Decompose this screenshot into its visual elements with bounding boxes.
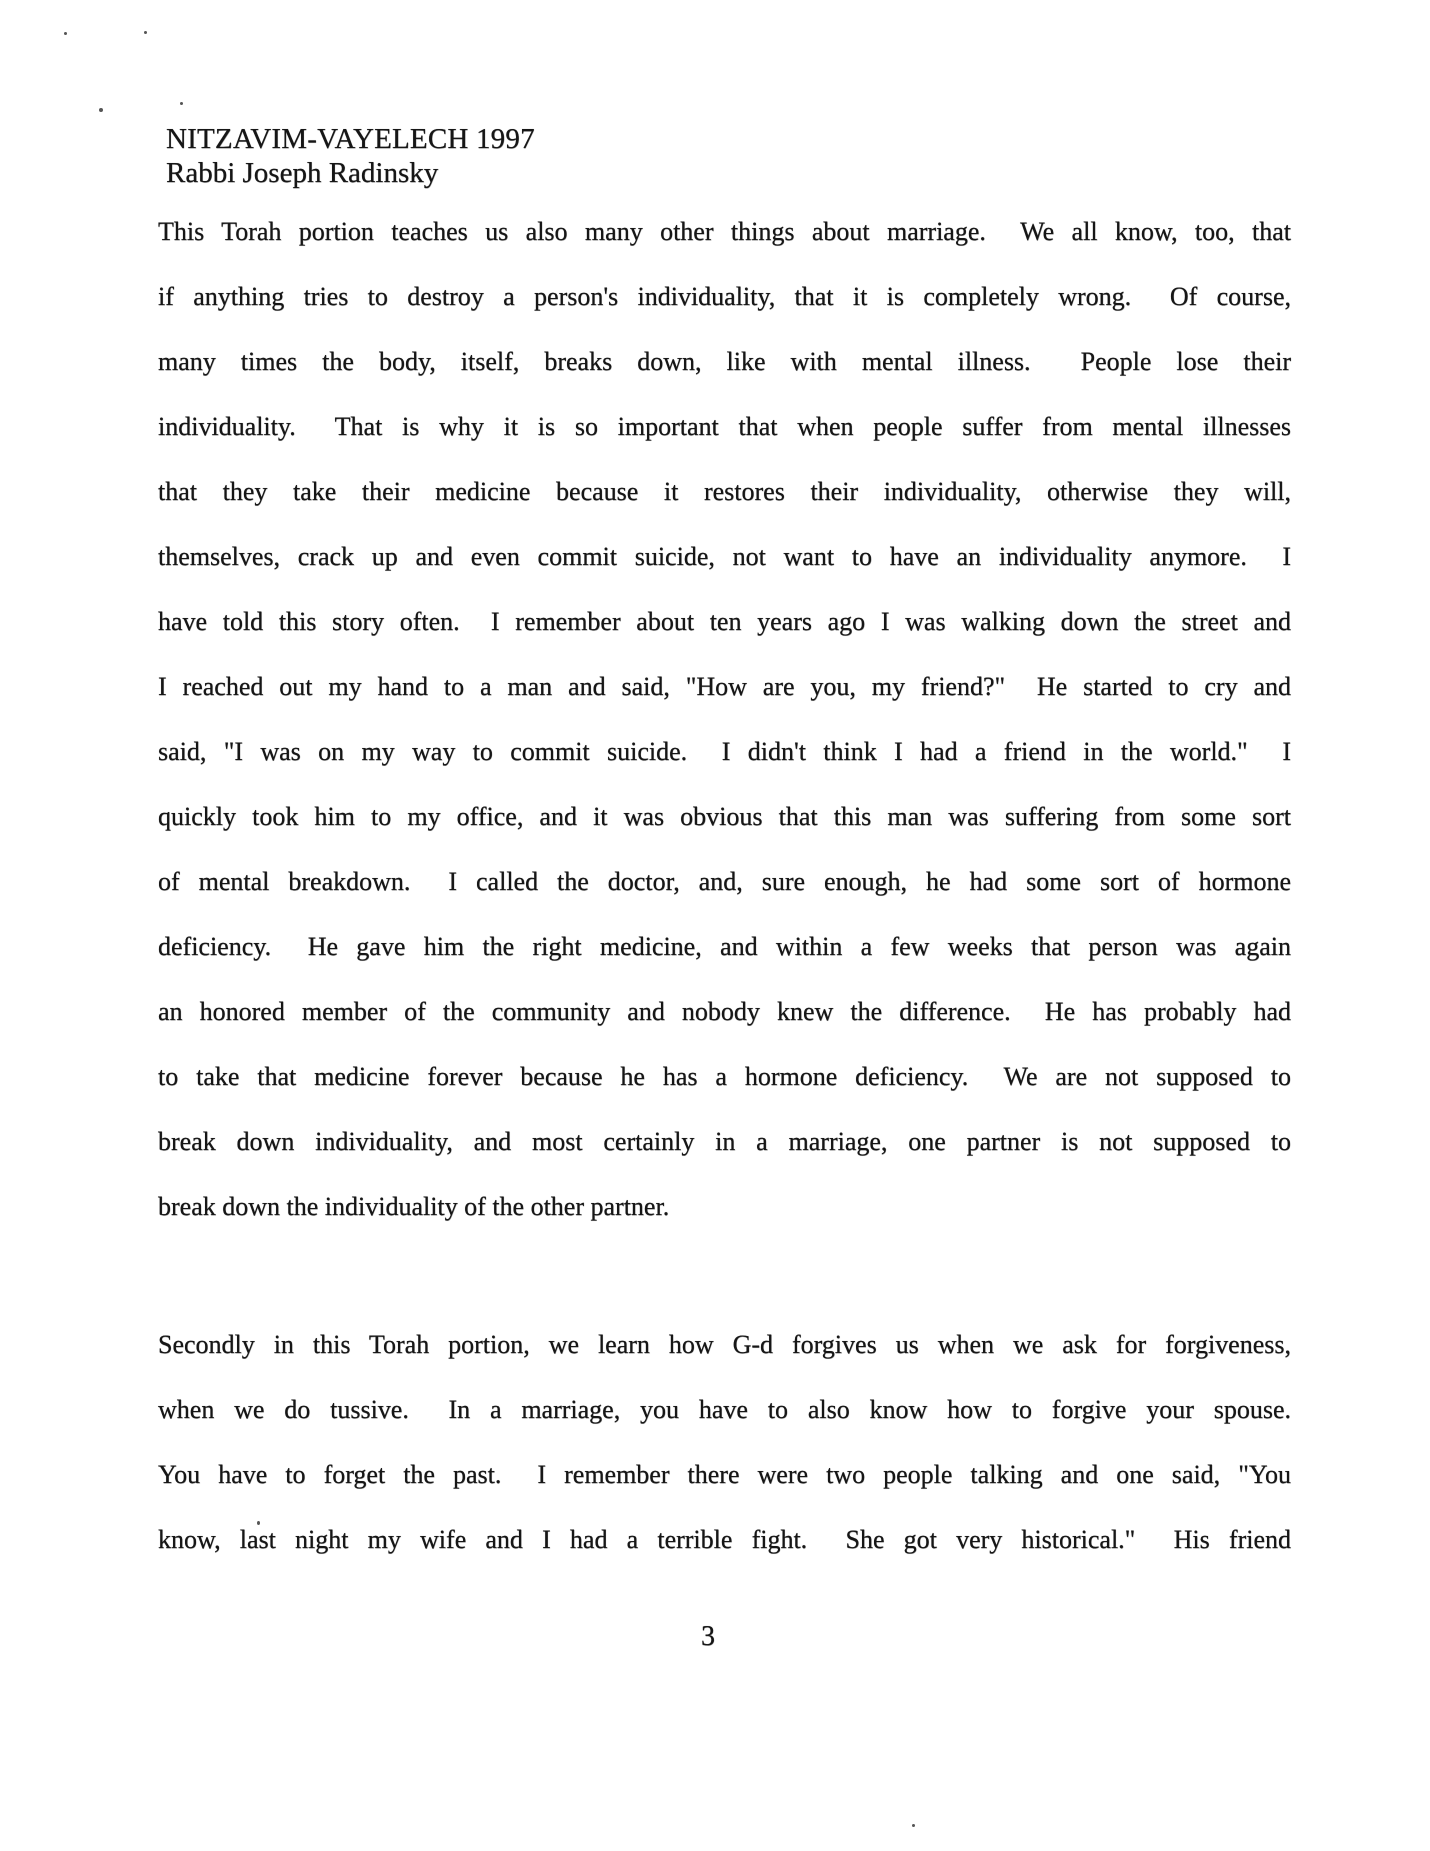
text-line: said, "I was on my way to commit suicide. I didn't think I had a friend in the world." I (158, 737, 1291, 766)
text-line: that they take their medicine because it restores their individuality, otherwise they will, (158, 477, 1291, 506)
scan-speck (144, 31, 147, 34)
text-line: an honored member of the community and nobody knew the difference. He has probably had (158, 997, 1291, 1026)
scan-speck (180, 102, 183, 105)
text-line: of mental breakdown. I called the doctor, and, sure enough, he had some sort of hormone (158, 867, 1291, 896)
scan-speck (257, 1521, 260, 1525)
text-line: Secondly in this Torah portion, we learn how G-d forgives us when we ask for forgiveness, (158, 1330, 1291, 1359)
text-line: when we do tussive. In a marriage, you have to also know how to forgive your spouse. (158, 1395, 1291, 1424)
text-line: know, last night my wife and I had a terrible fight. She got very historical." His friend (158, 1525, 1291, 1554)
scan-speck (64, 32, 67, 35)
text-line: break down the individuality of the other partner. (158, 1192, 670, 1221)
text-line: have told this story often. I remember about ten years ago I was walking down the street and (158, 607, 1291, 636)
text-line: individuality. That is why it is so important that when people suffer from mental illnesses (158, 412, 1291, 441)
scan-speck (99, 108, 103, 112)
text-line: many times the body, itself, breaks down, like with mental illness. People lose their (158, 347, 1291, 376)
text-line: deficiency. He gave him the right medicine, and within a few weeks that person was again (158, 932, 1291, 961)
text-line: if anything tries to destroy a person's individuality, that it is completely wrong. Of course, (158, 282, 1291, 311)
text-line: You have to forget the past. I remember there were two people talking and one said, "You (158, 1460, 1291, 1489)
document-title: NITZAVIM-VAYELECH 1997 (166, 123, 535, 155)
text-line: This Torah portion teaches us also many other things about marriage. We all know, too, that (158, 217, 1291, 246)
page-number: 3 (701, 1621, 715, 1652)
document-header (166, 122, 1066, 190)
paragraph-forgiveness (158, 1327, 1291, 1587)
text-line: to take that medicine forever because he has a hormone deficiency. We are not supposed to (158, 1062, 1291, 1091)
scan-speck (912, 1824, 915, 1827)
text-line: quickly took him to my office, and it was obvious that this man was suffering from some sort (158, 802, 1291, 831)
paragraph-marriage-individuality (158, 214, 1291, 1254)
text-line: themselves, crack up and even commit suicide, not want to have an individuality anymore. I (158, 542, 1291, 571)
text-line: I reached out my hand to a man and said, "How are you, my friend?" He started to cry and (158, 672, 1291, 701)
text-line: break down individuality, and most certainly in a marriage, one partner is not supposed to (158, 1127, 1291, 1156)
document-author: Rabbi Joseph Radinsky (166, 157, 439, 189)
